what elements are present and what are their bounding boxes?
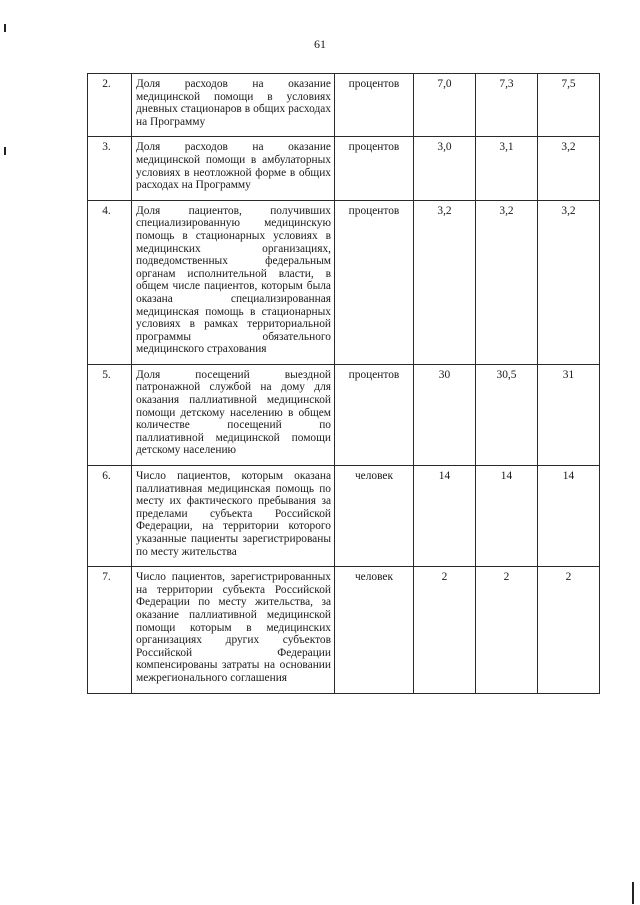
- indicator-name: [132, 466, 335, 567]
- value-year-1: 3,0: [414, 137, 476, 200]
- indicator-name-text: Доля расходов на оказание медицинской помощи в условиях дневных стационаров в общих расходах на Программу: [136, 78, 331, 128]
- row-number: 6.: [88, 466, 132, 567]
- value-year-1: 3,2: [414, 200, 476, 364]
- value-year-2: 30,5: [476, 364, 538, 465]
- table-row: [88, 364, 600, 465]
- unit-of-measure: процентов: [335, 364, 414, 465]
- table-row: [88, 200, 600, 364]
- value-year-1: 7,0: [414, 74, 476, 137]
- value-year-3: 7,5: [538, 74, 600, 137]
- value-year-1: 14: [414, 466, 476, 567]
- indicator-name-text: Доля пациентов, получивших специализированную медицинскую помощь в стационарных условиях в медицинских организациях, подведомственных федеральным органам исполнительной власти, в общем числе пациентов, которым была оказана специализированная медицинская помощь в стационарных условиях в рамках территориальной программы обязательного медицинского страхования: [136, 204, 331, 356]
- value-year-3: 14: [538, 466, 600, 567]
- indicator-name-text: Доля посещений выездной патронажной службой на дому для оказания паллиативной медицинской помощи детскому населению в общем количестве посещений по паллиативной медицинской помощи детскому населению: [136, 368, 331, 457]
- value-year-2: 2: [476, 567, 538, 693]
- value-year-2: 3,2: [476, 200, 538, 364]
- value-year-2: 3,1: [476, 137, 538, 200]
- row-number: 5.: [88, 364, 132, 465]
- value-year-3: 31: [538, 364, 600, 465]
- table-row: [88, 74, 600, 137]
- value-year-1: 2: [414, 567, 476, 693]
- indicator-name-text: Доля расходов на оказание медицинской помощи в амбулаторных условиях в неотложной форме в общих расходах на Программу: [136, 141, 331, 192]
- unit-of-measure: процентов: [335, 74, 414, 137]
- row-number: 7.: [88, 567, 132, 693]
- indicators-table: [87, 73, 600, 694]
- value-year-3: 3,2: [538, 200, 600, 364]
- value-year-1: 30: [414, 364, 476, 465]
- indicator-name: [132, 567, 335, 693]
- table-row: [88, 466, 600, 567]
- value-year-3: 3,2: [538, 137, 600, 200]
- unit-of-measure: человек: [335, 466, 414, 567]
- indicator-name: [132, 200, 335, 364]
- indicator-name-text: Число пациентов, зарегистрированных на территории субъекта Российской Федерации по месту жительства, за оказание паллиативной медицинской помощи которым в медицинских организациях других субъектов Российской Федерации компенсированы затраты на основании межрегионального соглашения: [136, 571, 331, 684]
- indicator-name: [132, 364, 335, 465]
- unit-of-measure: процентов: [335, 137, 414, 200]
- value-year-2: 14: [476, 466, 538, 567]
- scan-mark-bottom-right: [632, 882, 634, 904]
- row-number: 3.: [88, 137, 132, 200]
- unit-of-measure: человек: [335, 567, 414, 693]
- indicator-name-text: Число пациентов, которым оказана паллиативная медицинская помощь по месту их фактического пребывания за пределами субъекта Российской Федерации, на территории которого указанные пациенты зарегистрированы по месту жительства: [136, 470, 331, 558]
- indicator-name: [132, 137, 335, 200]
- table-row: [88, 137, 600, 200]
- value-year-3: 2: [538, 567, 600, 693]
- scan-mark-mid-left: [4, 147, 6, 155]
- indicator-name: [132, 74, 335, 137]
- row-number: 2.: [88, 74, 132, 137]
- value-year-2: 7,3: [476, 74, 538, 137]
- unit-of-measure: процентов: [335, 200, 414, 364]
- scan-mark-top-left: [4, 24, 6, 32]
- page-number: 61: [314, 37, 326, 51]
- row-number: 4.: [88, 200, 132, 364]
- table-row: [88, 567, 600, 693]
